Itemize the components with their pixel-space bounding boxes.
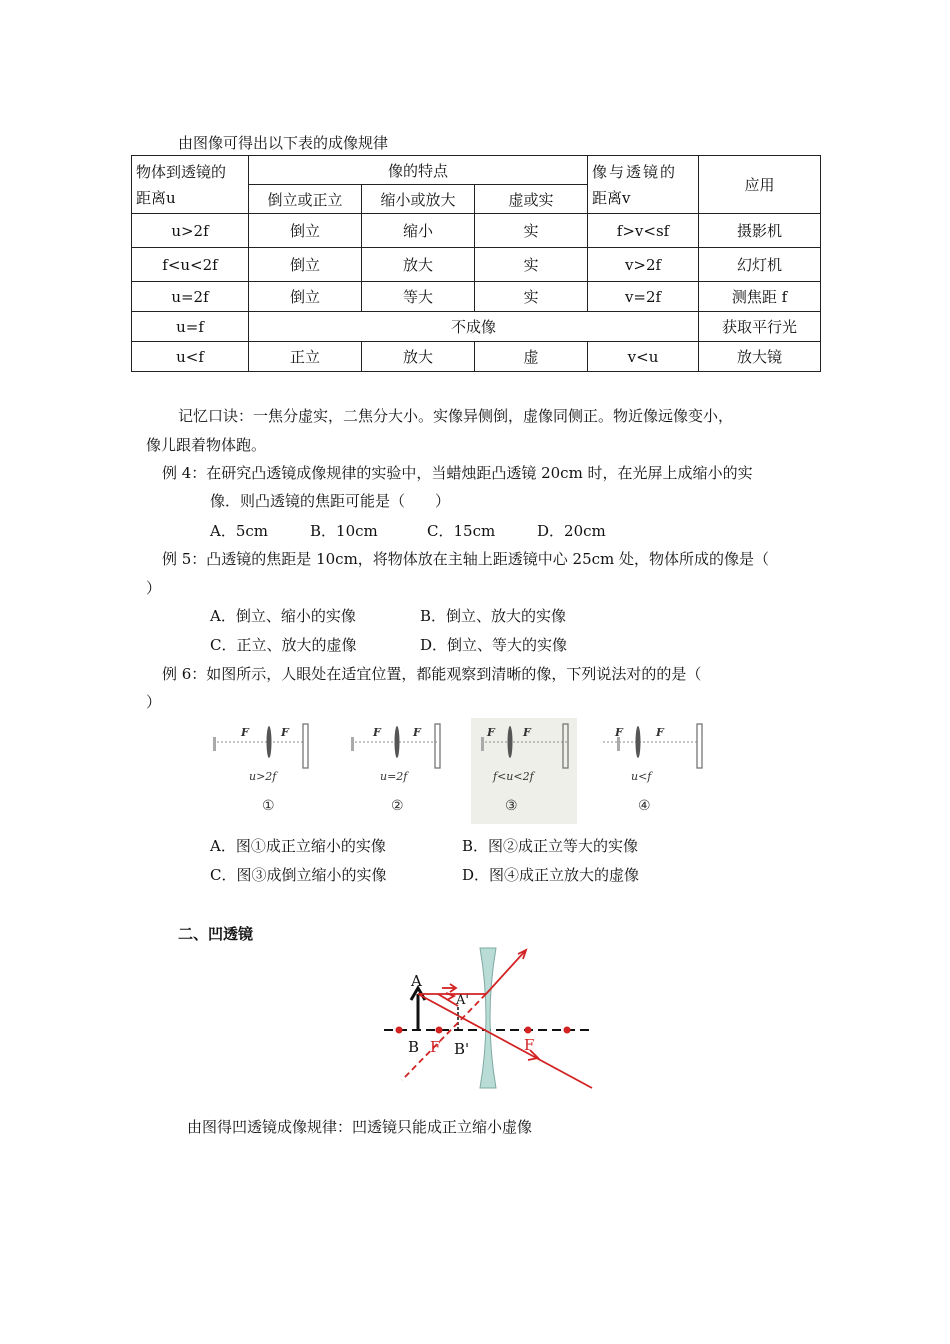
example-4-option-b: B．10cm <box>310 522 378 540</box>
svg-text:F: F <box>656 726 664 739</box>
example-5-option-a: A．倒立、缩小的实像 <box>210 607 356 625</box>
table-row: u=2f 倒立 等大 实 v=2f 测焦距 f <box>132 282 821 312</box>
header-object-distance: 物体到透镜的 距离u <box>132 156 249 214</box>
screen-icon <box>435 724 440 768</box>
svg-text:A': A' <box>456 993 469 1008</box>
example-6-option-b: B．图②成正立等大的实像 <box>462 837 639 855</box>
example-6-option-d: D．图④成正立放大的虚像 <box>462 866 640 884</box>
svg-text:F: F <box>241 726 249 739</box>
svg-text:F: F <box>487 726 495 739</box>
light-rays <box>402 950 592 1088</box>
example-6-option-c: C．图③成倒立缩小的实像 <box>210 866 387 884</box>
example-5-line-2: ） <box>146 579 162 597</box>
screen-icon <box>697 724 702 768</box>
table-row: u=f 不成像 获取平行光 <box>132 312 821 342</box>
svg-text:B: B <box>408 1038 420 1056</box>
concave-lens-icon <box>480 948 496 1088</box>
figure-1 <box>213 724 308 814</box>
example-4-option-d: D．20cm <box>537 522 606 540</box>
svg-text:F: F <box>524 1036 535 1054</box>
example-6-option-a: A．图①成正立缩小的实像 <box>210 837 386 855</box>
svg-text:④: ④ <box>638 798 651 814</box>
example-5-option-d: D．倒立、等大的实像 <box>420 636 568 654</box>
convex-lens-icon <box>508 726 513 758</box>
example-5-option-c: C．正立、放大的虚像 <box>210 636 357 654</box>
header-orientation: 倒立或正立 <box>249 185 362 214</box>
concave-lens-conclusion: 由图得凹透镜成像规律：凹透镜只能成正立缩小虚像 <box>187 1118 533 1136</box>
focal-point-left-f <box>436 1027 443 1034</box>
header-real-virtual: 虚或实 <box>475 185 588 214</box>
svg-text:u>2f: u>2f <box>249 770 277 783</box>
concave-lens-diagram <box>380 942 600 1092</box>
svg-text:A: A <box>411 972 422 990</box>
example-4-option-a: A．5cm <box>210 522 269 540</box>
imaging-rules-table <box>131 155 821 372</box>
svg-text:F: F <box>413 726 421 739</box>
example-6-line-1: 例 6：如图所示，人眼处在适宜位置，都能观察到清晰的像，下列说法对的的是（ <box>162 665 702 683</box>
table-row: f<u<2f 倒立 放大 实 v>2f 幻灯机 <box>132 248 821 282</box>
convex-lens-icon <box>267 726 272 758</box>
intro-text: 由图像可得出以下表的成像规律 <box>178 134 389 152</box>
header-size: 缩小或放大 <box>362 185 475 214</box>
convex-lens-icon <box>636 726 641 758</box>
header-image-distance: 像与透镜的 距离v <box>588 156 699 214</box>
svg-text:②: ② <box>391 798 404 814</box>
table-row: u<f 正立 放大 虚 v<u 放大镜 <box>132 342 821 372</box>
focal-point-left-2f <box>396 1027 403 1034</box>
example-4-line-2: 像．则凸透镜的焦距可能是（ ） <box>210 492 451 510</box>
focal-point-right-f <box>525 1027 532 1034</box>
convex-lens-icon <box>395 726 400 758</box>
svg-text:F: F <box>281 726 289 739</box>
example-6-line-2: ） <box>146 693 162 711</box>
section-2-heading: 二、凹透镜 <box>178 925 254 943</box>
figure-4 <box>603 724 702 814</box>
figure-2 <box>351 724 440 814</box>
example-5-line-1: 例 5：凸透镜的焦距是 10cm，将物体放在主轴上距透镜中心 25cm 处，物体所成的像是（ <box>162 550 770 568</box>
header-application: 应用 <box>699 156 821 214</box>
svg-text:①: ① <box>262 798 275 814</box>
svg-text:f<u<2f: f<u<2f <box>493 770 534 783</box>
svg-text:F: F <box>373 726 381 739</box>
svg-text:F: F <box>523 726 531 739</box>
svg-text:F: F <box>615 726 623 739</box>
example-4-line-1: 例 4：在研究凸透镜成像规律的实验中，当蜡烛距凸透镜 20cm 时，在光屏上成缩小的实 <box>162 464 753 482</box>
example-5-option-b: B．倒立、放大的实像 <box>420 607 567 625</box>
svg-text:③: ③ <box>505 798 518 814</box>
svg-text:F: F <box>430 1038 441 1056</box>
svg-text:u=2f: u=2f <box>380 770 408 783</box>
svg-text:B': B' <box>454 1040 470 1058</box>
mnemonic-line-1: 记忆口诀：一焦分虚实，二焦分大小。实像异侧倒，虚像同侧正。物近像远像变小， <box>178 407 734 425</box>
example-4-option-c: C．15cm <box>427 522 496 540</box>
screen-icon <box>303 724 308 768</box>
mnemonic-line-2: 像儿跟着物体跑。 <box>146 436 267 454</box>
table-row: u>2f 倒立 缩小 实 f>v<sf 摄影机 <box>132 214 821 248</box>
header-image-features: 像的特点 <box>249 156 588 185</box>
svg-text:u<f: u<f <box>631 770 652 783</box>
convex-lens-figures <box>205 718 715 824</box>
focal-point-right-2f <box>564 1027 571 1034</box>
